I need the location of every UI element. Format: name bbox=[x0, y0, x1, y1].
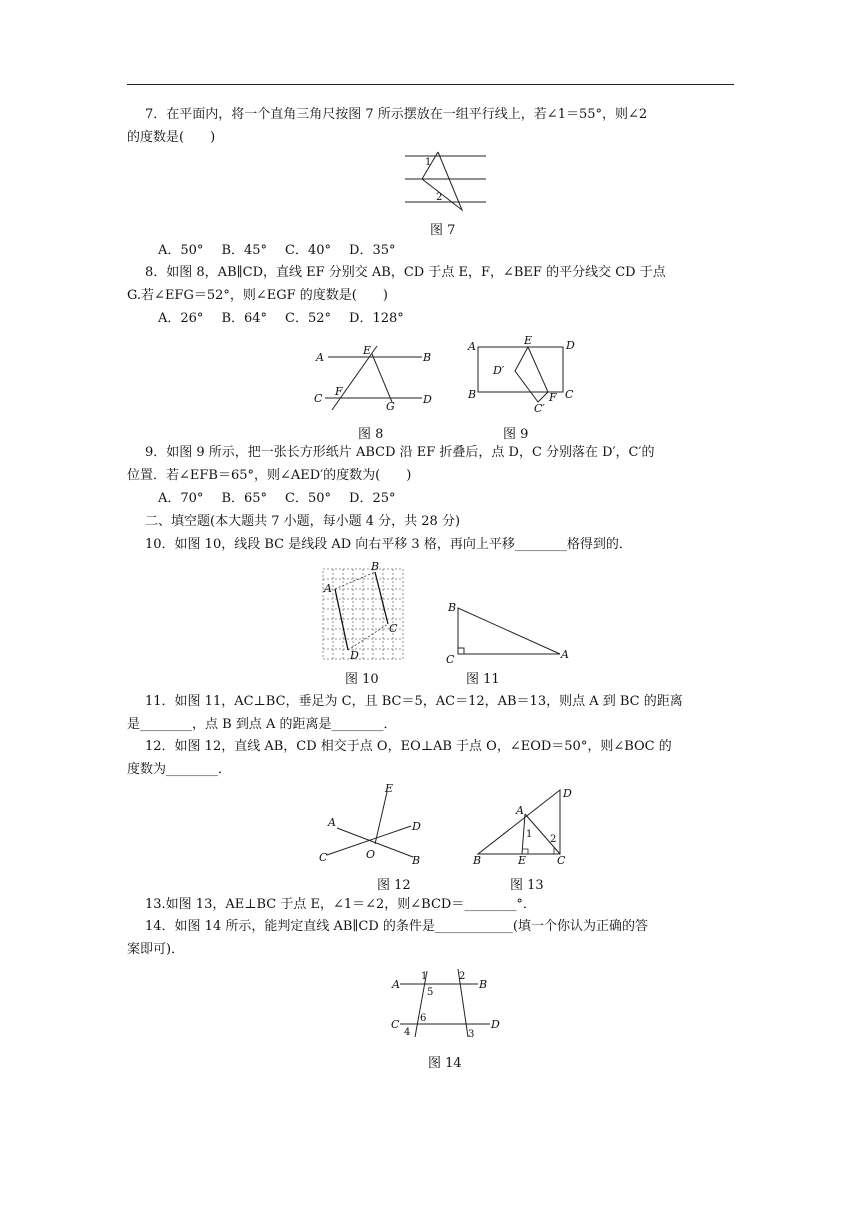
fig12-label-B: B bbox=[412, 854, 421, 867]
fig14-label-C: C bbox=[391, 1018, 400, 1031]
fig10-label-D: D bbox=[350, 649, 359, 662]
figure-10 bbox=[318, 562, 408, 662]
fig9-caption: 图 9 bbox=[503, 427, 529, 442]
fig8-caption: 图 8 bbox=[358, 427, 384, 442]
fig14-label-2: 2 bbox=[459, 971, 466, 982]
fig13-label-D: D bbox=[563, 787, 572, 800]
fig13-label-C: C bbox=[557, 854, 566, 867]
fig10-label-B: B bbox=[371, 560, 380, 573]
q7-options bbox=[158, 242, 414, 260]
fig13-label-1: 1 bbox=[526, 829, 533, 840]
fig14-label-3: 3 bbox=[468, 1029, 475, 1040]
fig12-caption: 图 12 bbox=[377, 878, 411, 893]
q9-option-d: D．25° bbox=[349, 491, 396, 506]
fig12-label-D: D bbox=[412, 820, 421, 833]
q8-option-b: B．64° bbox=[221, 311, 268, 326]
q7-line2: 的度数是( ) bbox=[127, 130, 216, 145]
fig9-label-C: C bbox=[565, 388, 574, 401]
fig11-label-A: A bbox=[561, 648, 569, 661]
fig8-label-F: F bbox=[335, 385, 343, 398]
fig9-label-B: B bbox=[468, 388, 477, 401]
fig13-label-E: E bbox=[518, 854, 527, 867]
fig12-label-C: C bbox=[319, 851, 328, 864]
fig10-caption: 图 10 bbox=[345, 672, 379, 687]
q8-options bbox=[158, 310, 422, 328]
fig8-label-G: G bbox=[386, 400, 395, 413]
fig8-label-E: E bbox=[363, 344, 372, 357]
fig9-label-A: A bbox=[468, 340, 476, 353]
fig12-label-O: O bbox=[366, 848, 376, 861]
q9-option-a: A．70° bbox=[158, 491, 204, 506]
fig12-label-A: A bbox=[328, 816, 336, 829]
fig8-label-B: B bbox=[423, 351, 432, 364]
fig8-label-D: D bbox=[423, 393, 432, 406]
q11-line1: 11．如图 11，AC⊥BC，垂足为 C，且 BC＝5，AC＝12，AB＝13，则点 A 到 BC 的距离 bbox=[145, 694, 683, 709]
fig9-label-E: E bbox=[524, 334, 533, 347]
q12-line2: 度数为________． bbox=[127, 762, 232, 777]
figure-7 bbox=[400, 148, 492, 214]
fig8-label-A: A bbox=[316, 351, 324, 364]
q7-line1: 7．在平面内，将一个直角三角尺按图 7 所示摆放在一组平行线上，若∠1＝55°，则∠2 bbox=[145, 107, 648, 122]
fig13-label-2: 2 bbox=[550, 834, 557, 845]
figure-14 bbox=[390, 965, 505, 1045]
fig14-label-1: 1 bbox=[421, 971, 428, 982]
q14-line1: 14．如图 14 所示，能判定直线 AB∥CD 的条件是____________(填一个你认为正确的答 bbox=[145, 919, 649, 934]
q8-option-a: A．26° bbox=[158, 311, 204, 326]
q13-line1: 13.如图 13，AE⊥BC 于点 E，∠1＝∠2，则∠BCD＝________°． bbox=[145, 897, 536, 912]
q7-option-d: D．35° bbox=[349, 243, 396, 258]
fig13-caption: 图 13 bbox=[510, 878, 544, 893]
fig7-label-2: 2 bbox=[436, 192, 443, 203]
q14-line2: 案即可)． bbox=[127, 942, 185, 957]
figure-11 bbox=[445, 598, 575, 666]
fig11-label-B: B bbox=[448, 601, 457, 614]
figure-12 bbox=[315, 782, 430, 870]
q7-option-b: B．45° bbox=[221, 243, 268, 258]
figure-8 bbox=[310, 340, 440, 415]
fig14-label-4: 4 bbox=[404, 1027, 411, 1038]
fig9-label-Dprime: D′ bbox=[493, 364, 505, 377]
figure-9 bbox=[465, 334, 585, 416]
fig13-label-B: B bbox=[473, 854, 482, 867]
fig14-label-B: B bbox=[479, 978, 488, 991]
q10-line1: 10．如图 10，线段 BC 是线段 AD 向右平移 3 格，再向上平移________格得到的． bbox=[145, 537, 632, 552]
fig14-label-6: 6 bbox=[420, 1013, 427, 1024]
fig11-label-C: C bbox=[446, 653, 455, 666]
figure-13 bbox=[470, 784, 580, 868]
q8-option-c: C．52° bbox=[285, 311, 332, 326]
fig9-label-D: D bbox=[566, 339, 575, 352]
fig14-label-5: 5 bbox=[427, 987, 434, 998]
fig9-label-Cprime: C′ bbox=[534, 402, 545, 415]
fig12-label-E: E bbox=[385, 782, 394, 795]
q12-line1: 12．如图 12，直线 AB，CD 相交于点 O，EO⊥AB 于点 O，∠EOD＝50°，则∠BOC 的 bbox=[145, 739, 672, 754]
fig7-caption: 图 7 bbox=[430, 223, 456, 238]
q9-line2: 位置．若∠EFB＝65°，则∠AED′的度数为( ) bbox=[127, 468, 412, 483]
section-2-heading: 二、填空题(本大题共 7 小题，每小题 4 分，共 28 分) bbox=[145, 514, 461, 529]
fig8-label-C: C bbox=[314, 392, 323, 405]
q7-option-c: C．40° bbox=[285, 243, 332, 258]
q9-option-c: C．50° bbox=[285, 491, 332, 506]
q8-line2: G.若∠EFG＝52°，则∠EGF 的度数是( ) bbox=[127, 288, 388, 303]
fig14-label-A: A bbox=[392, 978, 400, 991]
q9-option-b: B．65° bbox=[221, 491, 268, 506]
fig10-label-C: C bbox=[389, 622, 398, 635]
q7-option-a: A．50° bbox=[158, 243, 204, 258]
q9-line1: 9．如图 9 所示，把一张长方形纸片 ABCD 沿 EF 折叠后，点 D，C 分别落在 D′，C′的 bbox=[145, 445, 655, 460]
fig11-caption: 图 11 bbox=[466, 672, 500, 687]
fig9-label-F: F bbox=[549, 391, 557, 404]
fig13-label-A: A bbox=[516, 804, 524, 817]
fig7-label-1: 1 bbox=[425, 157, 432, 168]
header-rule bbox=[127, 84, 734, 85]
q9-options bbox=[158, 490, 414, 508]
q11-line2: 是________，点 B 到点 A 的距离是________． bbox=[127, 717, 397, 732]
fig10-label-A: A bbox=[324, 582, 332, 595]
q8-line1: 8．如图 8，AB∥CD，直线 EF 分别交 AB，CD 于点 E，F，∠BEF 的平分线交 CD 于点 bbox=[145, 265, 666, 280]
q8-option-d: D．128° bbox=[349, 311, 404, 326]
fig14-label-D: D bbox=[491, 1018, 500, 1031]
fig14-caption: 图 14 bbox=[428, 1056, 462, 1071]
